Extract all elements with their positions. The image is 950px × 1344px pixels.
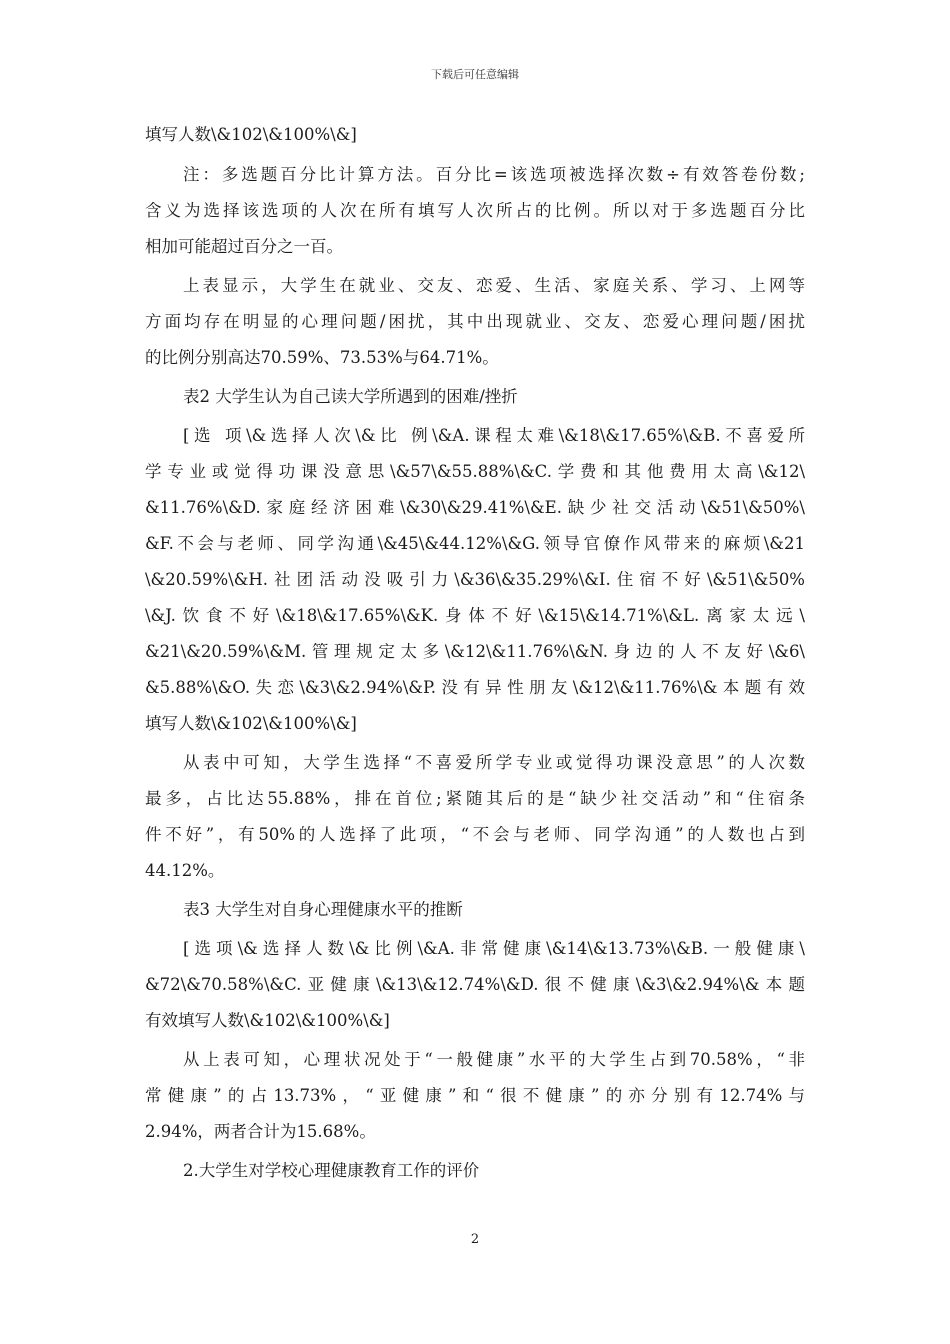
- text-line: 表3 大学生对自身心理健康水平的推断: [183, 900, 463, 919]
- text-line: 有效填写人数\&102\&100%\&]: [145, 1011, 390, 1030]
- text-line: 注：多选题百分比计算方法。百分比=该选项被选择次数÷有效答卷份数;: [183, 165, 805, 184]
- text-line: &5.88%\&O.失恋\&3\&2.94%\&P.没有异性朋友\&12\&11.76%\&本题有效: [145, 678, 805, 697]
- page-header-watermark: 下载后可任意编辑: [431, 68, 519, 81]
- text-line: [选 项\&选择人次\&比 例\&A.课程太难\&18\&17.65%\&B.不喜爱所: [183, 426, 805, 445]
- text-line: &21\&20.59%\&M.管理规定太多\&12\&11.76%\&N.身边的人不友好\&6\: [145, 642, 805, 661]
- text-line: 常健康”的占13.73%，“亚健康”和“很不健康”的亦分别有12.74%与: [145, 1086, 805, 1105]
- text-line: &F.不会与老师、同学沟通\&45\&44.12%\&G.领导官僚作风带来的麻烦\&21: [145, 534, 805, 553]
- text-line: 上表显示，大学生在就业、交友、恋爱、生活、家庭关系、学习、上网等: [183, 276, 805, 295]
- text-line: \&J.饮食不好\&18\&17.65%\&K.身体不好\&15\&14.71%\&L.离家太远\: [145, 606, 805, 625]
- text-line: &72\&70.58%\&C.亚健康\&13\&12.74%\&D.很不健康\&3\&2.94%\&本题: [145, 975, 805, 994]
- text-line: [选项\&选择人数\&比例\&A.非常健康\&14\&13.73%\&B.一般健康\: [183, 939, 805, 958]
- text-line: 相加可能超过百分之一百。: [145, 237, 343, 256]
- text-line: 的比例分别高达70.59%、73.53%与64.71%。: [145, 348, 499, 367]
- text-line: 填写人数\&102\&100%\&]: [145, 714, 357, 733]
- text-line: 填写人数\&102\&100%\&]: [145, 125, 357, 144]
- text-line: \&20.59%\&H.社团活动没吸引力\&36\&35.29%\&I.住宿不好\&51\&50%: [145, 570, 805, 589]
- text-line: 学专业或觉得功课没意思\&57\&55.88%\&C.学费和其他费用太高\&12\: [145, 462, 805, 481]
- text-line: &11.76%\&D.家庭经济困难\&30\&29.41%\&E.缺少社交活动\&51\&50%\: [145, 498, 805, 517]
- text-line: 从表中可知，大学生选择“不喜爱所学专业或觉得功课没意思”的人次数: [183, 753, 805, 772]
- text-line: 含义为选择该选项的人次在所有填写人次所占的比例。所以对于多选题百分比: [145, 201, 805, 220]
- text-line: 2.94%，两者合计为15.68%。: [145, 1122, 376, 1141]
- text-line: 件不好”，有50%的人选择了此项，“不会与老师、同学沟通”的人数也占到: [145, 825, 805, 844]
- text-line: 最多，占比达55.88%，排在首位;紧随其后的是“缺少社交活动”和“住宿条: [145, 789, 805, 808]
- text-line: 方面均存在明显的心理问题/困扰，其中出现就业、交友、恋爱心理问题/困扰: [145, 312, 805, 331]
- page-number: 2: [470, 1232, 480, 1247]
- text-line: 2.大学生对学校心理健康教育工作的评价: [183, 1161, 480, 1180]
- text-line: 44.12%。: [145, 861, 225, 880]
- text-line: 从上表可知，心理状况处于“一般健康”水平的大学生占到70.58%，“非: [183, 1050, 805, 1069]
- text-line: 表2 大学生认为自己读大学所遇到的困难/挫折: [183, 387, 518, 406]
